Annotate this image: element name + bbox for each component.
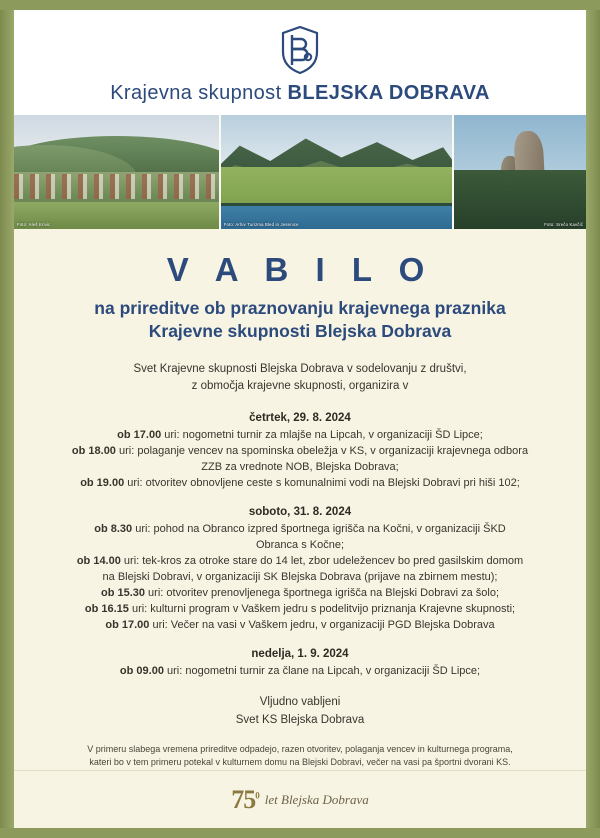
program-entry bbox=[48, 537, 552, 553]
intro-line-1: Svet Krajevne skupnosti Blejska Dobrava v sodelovanju z društvi, bbox=[133, 363, 467, 376]
program-entry bbox=[48, 663, 552, 679]
program-day-entries bbox=[48, 427, 552, 491]
program-entry bbox=[48, 569, 552, 585]
program-entry-time: ob 14.00 bbox=[76, 554, 121, 567]
closing-line-2: Svet KS Blejska Dobrava bbox=[235, 713, 365, 726]
program-entry-time: ob 17.00 bbox=[117, 428, 162, 441]
program-entry bbox=[48, 443, 552, 459]
program-day bbox=[48, 412, 552, 491]
organization-title bbox=[14, 82, 586, 105]
subtitle-line-2: Krajevne skupnosti Blejska Dobrava bbox=[148, 321, 452, 342]
intro-text bbox=[48, 361, 552, 396]
program-entry-text: uri: Večer na vasi v Vaškem jedru, v organizaciji PGD Blejska Dobrava bbox=[149, 619, 495, 632]
anniversary-place: Blejska Dobrava bbox=[281, 791, 369, 807]
photo-strip bbox=[14, 115, 586, 229]
program-entry-text: ZZB za vrednote NOB, Blejska Dobrava; bbox=[201, 460, 399, 473]
note-line-2: kateri bo v tem primeru potekal v kulturnem domu na Blejski Dobravi, večer na vasi pa športni dvorani KS. bbox=[89, 756, 511, 767]
photo-credit: Foto: Srečo Kavčič bbox=[544, 222, 583, 227]
program-entry bbox=[48, 427, 552, 443]
poster-inner bbox=[14, 10, 586, 828]
frame-right-border bbox=[586, 0, 600, 838]
poster-header bbox=[14, 10, 586, 115]
program-entry-text: uri: nogometni turnir za mlajše na Lipcah, v organizaciji ŠD Lipce; bbox=[161, 428, 483, 441]
anniversary-number: 75 bbox=[231, 784, 256, 814]
program-entry bbox=[48, 521, 552, 537]
program-entry bbox=[48, 475, 552, 491]
organization-name: BLEJSKA DOBRAVA bbox=[287, 82, 490, 104]
intro-line-2: z območja krajevne skupnosti, organizira v bbox=[191, 380, 409, 393]
anniversary-logo bbox=[231, 785, 259, 815]
frame-top-border bbox=[0, 0, 600, 10]
closing-line-1: Vljudno vabljeni bbox=[259, 696, 341, 709]
program-entry-time: ob 09.00 bbox=[119, 665, 164, 678]
photo-credit: Foto: Aleš Krivic bbox=[17, 222, 51, 227]
note-line-1: V primeru slabega vremena prireditve odpadejo, razen otvoritev, polaganja vencev in kulturnega programa, bbox=[87, 743, 513, 754]
program-day bbox=[48, 648, 552, 679]
program-entry-text: uri: polaganje vencev na spominska obeležja v KS, v organizaciji krajevnega odbora bbox=[115, 444, 529, 457]
program-entry bbox=[48, 601, 552, 617]
program-entry-text: uri: tek-kros za otroke stare do 14 let, zbor udeležencev bo pred gasilskim domom bbox=[120, 554, 524, 567]
program-entry-time: ob 18.00 bbox=[71, 444, 116, 457]
program-entry-text: uri: nogometni turnir za člane na Lipcah, v organizaciji ŠD Lipce; bbox=[163, 665, 481, 678]
program-entry-time: ob 17.00 bbox=[105, 619, 150, 632]
program-entry-text: Obranca s Kočne; bbox=[255, 538, 345, 551]
anniversary-caption bbox=[265, 792, 369, 808]
coat-of-arms-icon bbox=[280, 26, 320, 74]
program-days bbox=[48, 412, 552, 680]
program-entry-time: ob 19.00 bbox=[80, 476, 125, 489]
organization-prefix: Krajevna skupnost bbox=[110, 82, 288, 104]
program-day-title: nedelja, 1. 9. 2024 bbox=[251, 648, 349, 661]
program-day-title: soboto, 31. 8. 2024 bbox=[248, 505, 352, 518]
program-entry bbox=[48, 585, 552, 601]
program-entry-text: uri: pohod na Obranco izpred športnega igrišča na Kočni, v organizaciji ŠKD bbox=[132, 522, 506, 535]
page-subtitle bbox=[48, 297, 552, 343]
program-entry bbox=[48, 553, 552, 569]
weather-note bbox=[48, 743, 552, 769]
program-entry-time: ob 8.30 bbox=[94, 522, 133, 535]
program-entry-time: ob 16.15 bbox=[84, 603, 129, 616]
program-entry bbox=[48, 617, 552, 633]
program-entry-text: na Blejski Dobravi, v organizaciji SK Blejska Dobrava (prijave na zbirnem mestu); bbox=[102, 571, 498, 584]
program-day-entries bbox=[48, 521, 552, 633]
subtitle-line-1: na prireditve ob praznovanju krajevnega praznika bbox=[94, 298, 506, 318]
program-day bbox=[48, 506, 552, 633]
photo-village-valley bbox=[14, 115, 219, 229]
photo-lake-mountains bbox=[221, 115, 452, 229]
program-entry bbox=[48, 459, 552, 475]
program-day-title: četrtek, 29. 8. 2024 bbox=[249, 411, 351, 424]
page-title: V A B I L O bbox=[166, 251, 434, 288]
frame-bottom-border bbox=[0, 828, 600, 838]
program-entry-text: uri: kulturni program v Vaškem jedru s podelitvijo priznanja Krajevne skupnosti; bbox=[128, 603, 516, 616]
program-entry-time: ob 15.30 bbox=[100, 587, 145, 600]
poster-footer bbox=[14, 770, 586, 828]
anniversary-superscript: 0 bbox=[255, 789, 259, 800]
program-entry-text: uri: otvoritev prenovljenega športnega igrišča na Blejski Dobravi za šolo; bbox=[145, 587, 500, 600]
photo-rock-pillar bbox=[454, 115, 586, 229]
poster-content bbox=[14, 229, 586, 770]
closing-text bbox=[48, 694, 552, 729]
frame-left-border bbox=[0, 0, 14, 838]
program-day-entries bbox=[48, 663, 552, 679]
anniversary-years-label: let bbox=[264, 791, 278, 807]
photo-credit: Foto: Arhiv Turizma Bled in Jesenice bbox=[223, 222, 299, 227]
program-entry-text: uri: otvoritev obnovljene ceste s komunalnimi vodi na Blejski Dobravi pri hiši 102; bbox=[124, 476, 520, 489]
